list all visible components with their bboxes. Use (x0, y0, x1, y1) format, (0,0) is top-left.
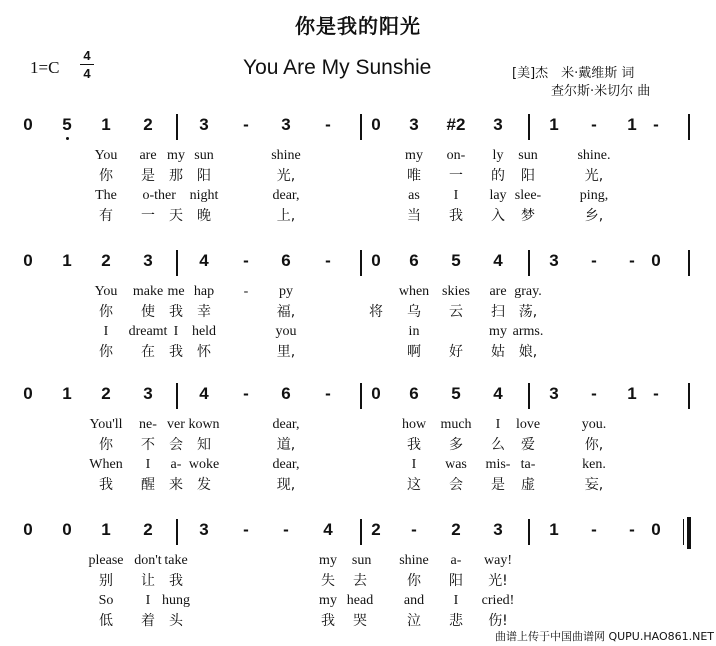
lyric-syllable: 晚 (197, 208, 211, 224)
note: 4 (323, 520, 333, 539)
note: 0 (651, 251, 661, 270)
lyric-syllable: 扫 (491, 304, 505, 320)
note: 3 (199, 520, 209, 539)
lyric-syllable: 乡, (584, 208, 604, 224)
barline (360, 383, 362, 409)
note: 0 (651, 520, 661, 539)
note: 6 (281, 384, 291, 403)
lyric-syllable: and (403, 593, 425, 608)
lyric-syllable: kown (188, 417, 220, 432)
lyric-syllable: on- (446, 148, 466, 163)
dash-note: - (629, 251, 635, 270)
barline (176, 383, 178, 409)
time-signature (80, 48, 94, 81)
lyric-syllable: 妄, (584, 477, 604, 493)
lyric-syllable: 发 (197, 477, 211, 493)
lyric-syllable: way! (484, 553, 512, 568)
lyric-syllable: You (94, 148, 118, 163)
lyric-syllable: take (164, 553, 188, 568)
lyric-syllable: 我 (321, 613, 335, 629)
lyric-syllable: 醒 (141, 477, 155, 493)
note: 3 (143, 384, 153, 403)
lyric-syllable: me (167, 284, 185, 299)
dash-note: - (591, 115, 597, 134)
lyric-syllable: sun (194, 148, 214, 163)
lyric-syllable: skies (442, 284, 470, 299)
dash-note: - (629, 520, 635, 539)
key-signature: 1=C (30, 58, 60, 77)
watermark-text: 曲谱上传于中国曲谱网 QUPU.HAO861.NET (494, 630, 714, 643)
lyric-syllable: 怀 (197, 344, 211, 360)
lyric-syllable: 不 (141, 437, 155, 453)
barline (176, 250, 178, 276)
lyric-syllable: 爱 (521, 437, 535, 453)
lyric-syllable: You (94, 284, 118, 299)
note: 0 (23, 520, 33, 539)
note: 0 (371, 251, 381, 270)
lyric-syllable: 多 (449, 437, 463, 453)
composer-credit: 查尔斯·米切尔 曲 (551, 84, 651, 99)
barline (176, 114, 178, 140)
barline (360, 250, 362, 276)
barline (528, 250, 530, 276)
lyric-syllable: 你, (584, 437, 604, 453)
low-octave-dot (66, 137, 69, 140)
lyric-syllable: 是 (141, 168, 155, 184)
lyric-syllable: 来 (169, 477, 183, 493)
lyric-syllable: 泣 (407, 613, 421, 629)
lyric-syllable: 你 (99, 344, 113, 360)
lyric-syllable: a- (170, 457, 182, 472)
lyric-syllable: 我 (407, 437, 421, 453)
lyric-syllable: 啊 (407, 344, 421, 360)
lyric-syllable: lay (489, 188, 507, 203)
lyric-syllable: woke (188, 457, 220, 472)
lyric-syllable: 你 (407, 573, 421, 589)
lyric-syllable: 是 (491, 477, 505, 493)
lyric-syllable: 荡, (518, 304, 538, 320)
lyric-syllable: love (515, 417, 541, 432)
note: 3 (493, 520, 503, 539)
lyric-syllable: my (319, 593, 337, 608)
lyric-syllable: how (401, 417, 427, 432)
note: 2 (101, 251, 111, 270)
dash-note: - (591, 384, 597, 403)
lyric-syllable: When (89, 457, 123, 472)
note: 3 (549, 251, 559, 270)
barline (528, 519, 530, 545)
lyric-syllable: 我 (169, 344, 183, 360)
lyric-syllable: 知 (197, 437, 211, 453)
lyric-syllable: 阳 (521, 168, 535, 184)
lyric-syllable: I (453, 188, 459, 203)
lyric-syllable: hap (193, 284, 215, 299)
lyric-syllable: I (145, 593, 151, 608)
note: 6 (281, 251, 291, 270)
note: 3 (493, 115, 503, 134)
lyric-syllable: 我 (169, 304, 183, 320)
dash-note: - (411, 520, 417, 539)
note: 0 (23, 251, 33, 270)
lyric-syllable: ta- (520, 457, 536, 472)
lyric-syllable: night (189, 188, 219, 203)
note: 3 (199, 115, 209, 134)
lyric-syllable: don't (134, 553, 162, 568)
lyric-syllable: I (103, 324, 109, 339)
lyric-syllable: ly (492, 148, 504, 163)
note: 2 (101, 384, 111, 403)
lyric-syllable: 一 (449, 168, 463, 184)
dash-note: - (243, 520, 249, 539)
note: 5 (62, 115, 72, 134)
lyric-syllable: 那 (169, 168, 183, 184)
lyric-syllable: ken. (582, 457, 606, 472)
lyric-syllable: I (145, 457, 151, 472)
barline (528, 114, 530, 140)
lyric-syllable: 你 (99, 437, 113, 453)
lyric-syllable: 你 (99, 168, 113, 184)
lyric-syllable: in (408, 324, 420, 339)
note: 0 (23, 384, 33, 403)
barline (688, 114, 690, 140)
note: 2 (371, 520, 381, 539)
lyric-syllable: you. (581, 417, 607, 432)
lyric-syllable: 哭 (353, 613, 367, 629)
lyric-syllable: dear, (272, 417, 300, 432)
lyric-syllable: o-ther (142, 188, 176, 203)
lyric-syllable: 我 (99, 477, 113, 493)
note: 6 (409, 384, 419, 403)
dash-note: - (653, 384, 659, 403)
lyric-syllable: ne- (139, 417, 157, 432)
lyric-syllable: I (495, 417, 501, 432)
lyric-syllable: 幸 (197, 304, 211, 320)
lyric-syllable: you (275, 324, 297, 339)
note: 3 (143, 251, 153, 270)
lyric-syllable: a- (450, 553, 462, 568)
dash-note: - (243, 384, 249, 403)
lyric-syllable: was (445, 457, 467, 472)
lyric-syllable: You'll (89, 417, 123, 432)
lyric-syllable: py (279, 284, 293, 299)
lyric-syllable: 乌 (407, 304, 421, 320)
dash-note: - (653, 115, 659, 134)
dash-note: - (325, 115, 331, 134)
lyric-syllable: 的 (491, 168, 505, 184)
lyricist-credit: [美]杰 米·戴维斯 词 (512, 66, 635, 81)
note: 1 (549, 520, 559, 539)
dash-note: - (243, 115, 249, 134)
lyric-syllable: 我 (169, 573, 183, 589)
lyric-syllable: 好 (449, 344, 463, 360)
barline (360, 519, 362, 545)
lyric-syllable: my (167, 148, 185, 163)
note: 4 (493, 384, 503, 403)
lyric-syllable: 上, (276, 208, 296, 224)
lyric-syllable: make (132, 284, 164, 299)
lyric-syllable: 着 (141, 613, 155, 629)
lyric-syllable: dreamt (128, 324, 168, 339)
note: 4 (493, 251, 503, 270)
dash-note: - (591, 520, 597, 539)
lyric-syllable: 光! (488, 573, 508, 589)
lyric-syllable: 么 (491, 437, 505, 453)
lyric-syllable: 虚 (521, 477, 535, 493)
note: 1 (101, 520, 111, 539)
lyric-syllable: as (408, 188, 420, 203)
barline (688, 383, 690, 409)
note: 5 (451, 384, 461, 403)
lyric-syllable: ping, (579, 188, 609, 203)
note: 5 (451, 251, 461, 270)
dash-note: - (325, 384, 331, 403)
barline (176, 519, 178, 545)
note: 0 (23, 115, 33, 134)
lyric-syllable: 里, (276, 344, 296, 360)
lyric-syllable: The (95, 188, 117, 203)
song-title-english: You Are My Sunshie (243, 56, 432, 79)
lyric-syllable: when (398, 284, 430, 299)
lyric-syllable: 梦 (521, 208, 535, 224)
lyric-syllable: head (346, 593, 374, 608)
note: 3 (549, 384, 559, 403)
lyric-syllable: sun (518, 148, 538, 163)
note: 2 (451, 520, 461, 539)
lyric-syllable: my (319, 553, 337, 568)
note: 1 (627, 115, 637, 134)
lyric-syllable: are (489, 284, 507, 299)
note: 6 (409, 251, 419, 270)
lyric-syllable: 这 (407, 477, 421, 493)
lyric-syllable: 伤! (488, 613, 508, 629)
lyric-syllable: 在 (141, 344, 155, 360)
lyric-syllable: 让 (141, 573, 155, 589)
lyric-syllable: 头 (169, 613, 183, 629)
note: 4 (199, 251, 209, 270)
lyric-syllable: 会 (449, 477, 463, 493)
lyric-syllable: hung (162, 593, 190, 608)
note: 0 (371, 115, 381, 134)
note: 0 (371, 384, 381, 403)
lyric-syllable: 云 (449, 304, 463, 320)
time-signature-top: 4 (83, 48, 91, 63)
barline (683, 519, 684, 545)
note: 2 (143, 520, 153, 539)
time-signature-divider (80, 64, 94, 65)
dash-note: - (325, 251, 331, 270)
lyric-syllable: I (173, 324, 179, 339)
lyric-syllable: 我 (449, 208, 463, 224)
lyric-syllable: 将 (369, 304, 383, 320)
lyric-syllable: slee- (514, 188, 542, 203)
lyric-syllable: shine (399, 553, 429, 568)
note: 3 (409, 115, 419, 134)
lyric-syllable: held (191, 324, 217, 339)
lyric-syllable: 当 (407, 208, 421, 224)
lyric-syllable: are (139, 148, 157, 163)
lyric-syllable: 你 (99, 304, 113, 320)
lyric-syllable: my (405, 148, 423, 163)
lyric-syllable: 道, (276, 437, 296, 453)
lyric-syllable: 入 (491, 208, 505, 224)
lyric-syllable: mis- (485, 457, 511, 472)
lyric-syllable: 姑 (491, 344, 505, 360)
lyric-syllable: - (243, 284, 249, 299)
lyric-syllable: 光, (276, 168, 296, 184)
lyric-syllable: arms. (512, 324, 544, 339)
dash-note: - (591, 251, 597, 270)
note: 1 (62, 251, 72, 270)
barline (688, 250, 690, 276)
lyric-syllable: my (489, 324, 507, 339)
lyric-syllable: ver (167, 417, 185, 432)
barline (360, 114, 362, 140)
lyric-syllable: dear, (272, 457, 300, 472)
note: 1 (101, 115, 111, 134)
lyric-syllable: dear, (272, 188, 300, 203)
lyric-syllable: 低 (99, 613, 113, 629)
note: 1 (549, 115, 559, 134)
dash-note: - (283, 520, 289, 539)
lyric-syllable: 现, (276, 477, 296, 493)
song-title-chinese: 你是我的阳光 (295, 14, 421, 38)
lyric-syllable: 福, (276, 304, 296, 320)
final-barline (687, 517, 691, 549)
lyric-syllable: I (411, 457, 417, 472)
lyric-syllable: 使 (141, 304, 155, 320)
lyric-syllable: I (453, 593, 459, 608)
note: #2 (446, 115, 466, 134)
lyric-syllable: 悲 (449, 613, 463, 629)
lyric-syllable: much (440, 417, 472, 432)
lyric-syllable: 去 (353, 573, 367, 589)
barline (528, 383, 530, 409)
dash-note: - (243, 251, 249, 270)
lyric-syllable: shine. (577, 148, 611, 163)
note: 3 (281, 115, 291, 134)
lyric-syllable: cried! (481, 593, 515, 608)
lyric-syllable: 天 (169, 208, 183, 224)
lyric-syllable: shine (271, 148, 301, 163)
lyric-syllable: sun (351, 553, 372, 568)
lyric-syllable: 阳 (449, 573, 463, 589)
lyric-syllable: 有 (99, 208, 113, 224)
lyric-syllable: 别 (99, 573, 113, 589)
lyric-syllable: 一 (141, 208, 155, 224)
lyric-syllable: 会 (169, 437, 183, 453)
note: 1 (627, 384, 637, 403)
note: 2 (143, 115, 153, 134)
lyric-syllable: 唯 (407, 168, 421, 184)
time-signature-bottom: 4 (83, 66, 91, 81)
note: 4 (199, 384, 209, 403)
lyric-syllable: 娘, (518, 344, 538, 360)
lyric-syllable: gray. (514, 284, 542, 299)
lyric-syllable: please (88, 553, 124, 568)
lyric-syllable: 光, (584, 168, 604, 184)
note: 0 (62, 520, 72, 539)
lyric-syllable: So (98, 593, 114, 608)
note: 1 (62, 384, 72, 403)
lyric-syllable: 阳 (197, 168, 211, 184)
lyric-syllable: 失 (321, 573, 335, 589)
